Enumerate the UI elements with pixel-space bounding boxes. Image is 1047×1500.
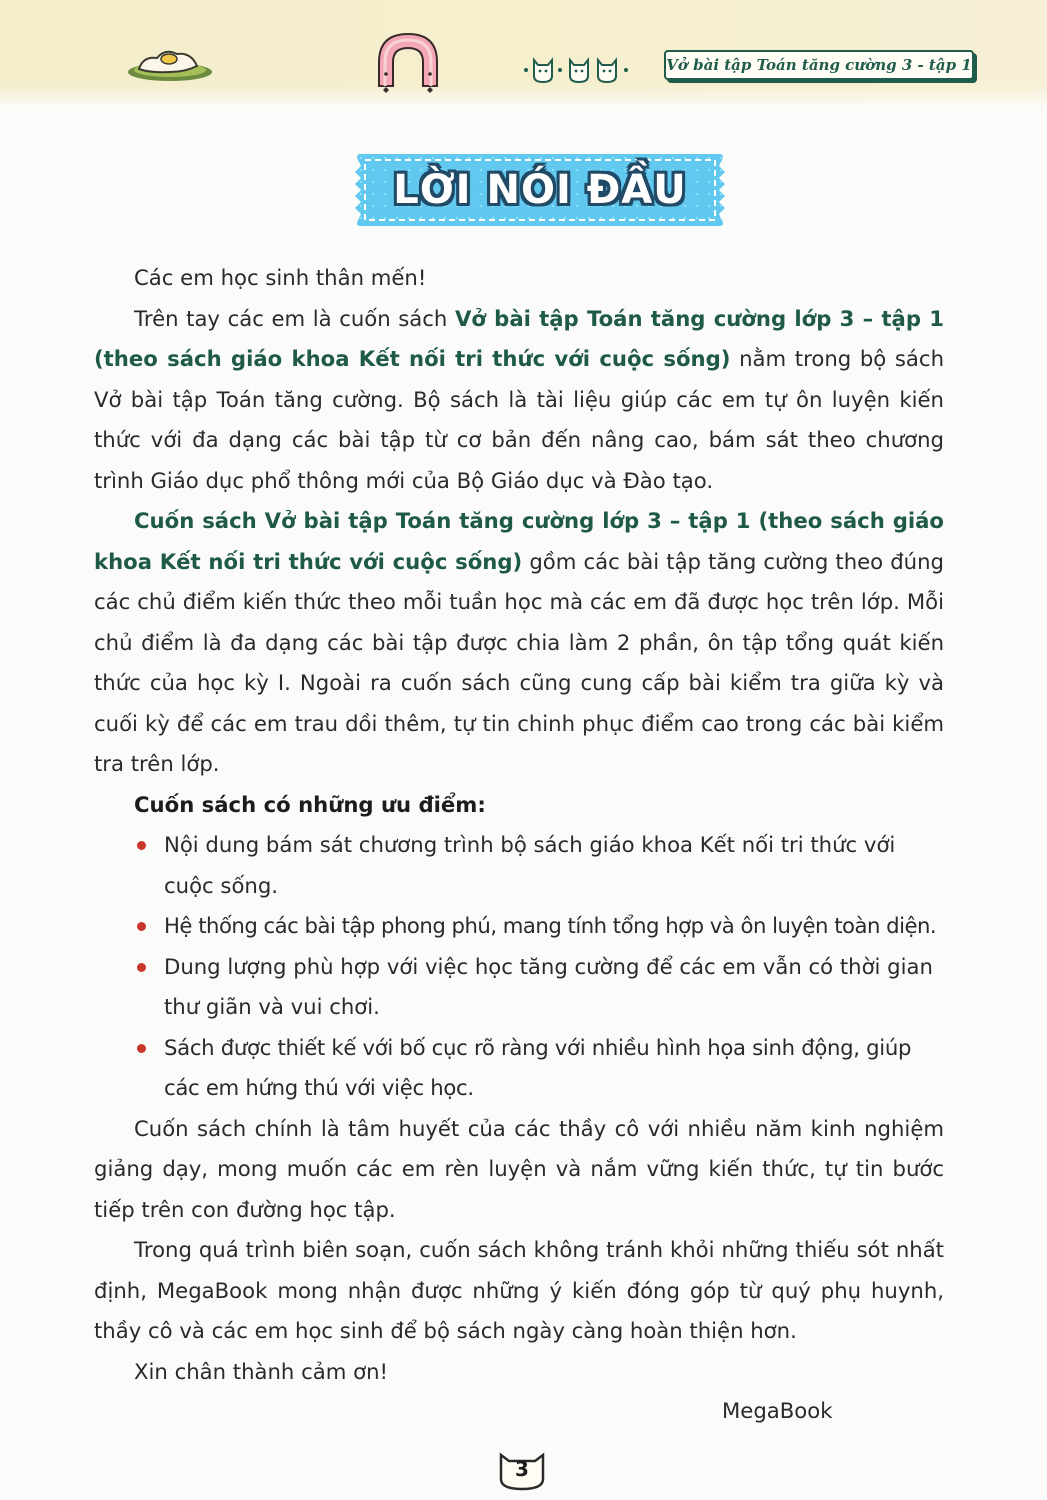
foreword-body xyxy=(94,258,944,1392)
page-number: 3 xyxy=(515,1457,529,1481)
paragraph-1-pre: Trên tay các em là cuốn sách xyxy=(134,305,455,331)
greeting: Các em học sinh thân mến! xyxy=(134,265,427,290)
closing: Xin chân thành cảm ơn! xyxy=(134,1358,388,1384)
paragraph-1-book-name: Vở bài tập Toán tăng cường lớp 3 – tập 1 (theo sách giáo khoa Kết nối tri thức với cuộc sống) xyxy=(94,305,945,371)
advantages-heading: Cuốn sách có những ưu điểm: xyxy=(134,791,486,817)
book-title-label: Vở bài tập Toán tăng cường 3 - tập 1 xyxy=(664,50,974,80)
paragraph-2 xyxy=(94,501,944,785)
advantages-list xyxy=(94,825,944,1109)
page-title: LỜI NÓI ĐẦU xyxy=(393,167,687,213)
plate-illustration-icon xyxy=(125,42,215,84)
paragraph-3: Cuốn sách chính là tâm huyết của các thầy cô với nhiều năm kinh nghiệm giảng dạy, mong muốn các em rèn luyện và nắm vững kiến thức, tự tin bước tiếp trên con đường học tập. xyxy=(94,1115,944,1222)
list-item: Sách được thiết kế với bố cục rõ ràng với nhiều hình họa sinh động, giúp các em hứng thú với việc học. xyxy=(134,1028,944,1109)
rainbow-illustration-icon xyxy=(373,28,443,94)
title-badge xyxy=(355,152,725,228)
cat-faces-decoration-icon xyxy=(520,50,670,84)
paragraph-1-post: nằm trong bộ sách Vở bài tập Toán tăng cường. Bộ sách là tài liệu giúp các em tự ôn luyện kiến thức với đa dạng các bài tập từ cơ bản đến nâng cao, bám sát theo chương trình Giáo dục phổ thông mới của Bộ Giáo dục và Đào tạo. xyxy=(94,346,944,493)
paragraph-1 xyxy=(94,299,944,502)
paragraph-4: Trong quá trình biên soạn, cuốn sách không tránh khỏi những thiếu sót nhất định, MegaBook mong nhận được những ý kiến đóng góp từ quý phụ huynh, thầy cô và các em học sinh để bộ sách ngày càng hoàn thiện hơn. xyxy=(94,1237,944,1343)
page-number-badge xyxy=(497,1447,547,1491)
signature: MegaBook xyxy=(722,1398,833,1423)
list-item: Nội dung bám sát chương trình bộ sách giáo khoa Kết nối tri thức với cuộc sống. xyxy=(134,825,944,906)
list-item: Hệ thống các bài tập phong phú, mang tính tổng hợp và ôn luyện toàn diện. xyxy=(134,906,944,947)
paragraph-2-post: gồm các bài tập tăng cường theo đúng các chủ điểm kiến thức theo mỗi tuần học mà các em đã được học trên lớp. Mỗi chủ điểm là đa dạng các bài tập được chia làm 2 phần, ôn tập tổng quát kiến thức của học kỳ I. Ngoài ra cuốn sách cũng cung cấp bài kiểm tra giữa kỳ và cuối kỳ để các em trau dồi thêm, tự tin chinh phục điểm cao trong các bài kiểm tra trên lớp. xyxy=(94,548,944,776)
list-item: Dung lượng phù hợp với việc học tăng cường để các em vẫn có thời gian thư giãn và vui chơi. xyxy=(134,947,944,1028)
paragraph-2-book-name: Cuốn sách Vở bài tập Toán tăng cường lớp 3 – tập 1 (theo sách giáo khoa Kết nối tri thức với cuộc sống) xyxy=(94,508,944,574)
header-band-fade xyxy=(0,85,1047,110)
